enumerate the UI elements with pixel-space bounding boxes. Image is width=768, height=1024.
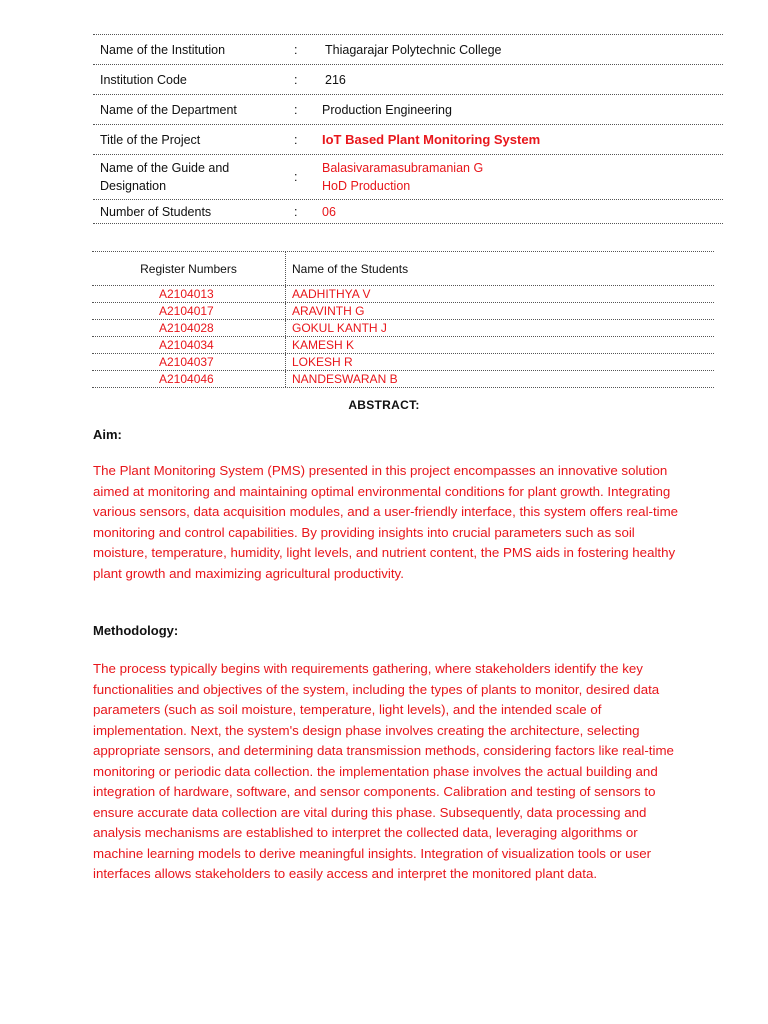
guide-value xyxy=(322,159,723,195)
department-label: Name of the Department xyxy=(100,102,237,117)
header-student-names: Name of the Students xyxy=(292,261,409,276)
project-label: Title of the Project xyxy=(100,132,201,147)
register-number: A2104028 xyxy=(92,320,286,336)
guide-label-line1: Name of the Guide and xyxy=(100,161,230,175)
project-info-table xyxy=(93,34,723,224)
info-row-guide xyxy=(93,155,723,200)
students-table-header xyxy=(92,252,714,286)
methodology-heading: Methodology: xyxy=(93,623,179,638)
register-number: A2104013 xyxy=(92,286,286,302)
colon: : xyxy=(294,132,298,147)
colon: : xyxy=(294,102,298,117)
student-name: ARAVINTH G xyxy=(292,304,365,318)
info-row-code xyxy=(93,65,723,95)
student-name: NANDESWARAN B xyxy=(292,372,398,386)
info-row-project xyxy=(93,125,723,155)
guide-designation: HoD Production xyxy=(322,179,411,193)
institution-value: Thiagarajar Polytechnic College xyxy=(325,42,502,57)
colon: : xyxy=(294,42,298,57)
student-name: LOKESH R xyxy=(292,355,353,369)
header-register-numbers: Register Numbers xyxy=(92,252,286,285)
colon: : xyxy=(294,72,298,87)
students-count-label: Number of Students xyxy=(100,204,212,219)
abstract-heading: ABSTRACT: xyxy=(348,398,420,412)
colon: : xyxy=(294,170,298,184)
code-value: 216 xyxy=(325,72,346,87)
students-table xyxy=(92,251,714,388)
table-row xyxy=(92,286,714,303)
colon: : xyxy=(294,204,298,219)
info-row-students xyxy=(93,200,723,224)
table-row xyxy=(92,337,714,354)
table-row xyxy=(92,354,714,371)
aim-heading: Aim: xyxy=(93,427,122,442)
aim-paragraph: The Plant Monitoring System (PMS) presented in this project encompasses an innovative solution aimed at monitoring and maintaining optimal environmental conditions for plant growth. Integrating various sensors, data acquisition modules, and a user-friendly interface, this system offers real-time monitoring and control capabilities. By providing insights into crucial parameters such as soil moisture, temperature, humidity, light levels, and nutrient content, the PMS aids in fostering healthy plant growth and maximizing agricultural productivity. xyxy=(93,463,679,581)
info-row-department xyxy=(93,95,723,125)
table-row xyxy=(92,371,714,388)
guide-label xyxy=(93,159,294,195)
code-label: Institution Code xyxy=(100,72,187,87)
register-number: A2104034 xyxy=(92,337,286,353)
table-row xyxy=(92,320,714,337)
department-value: Production Engineering xyxy=(322,102,452,117)
register-number: A2104017 xyxy=(92,303,286,319)
table-row xyxy=(92,303,714,320)
methodology-paragraph: The process typically begins with requirements gathering, where stakeholders identify the key functionalities and objectives of the system, including the types of plants to monitor, desired data parameters (such as soil moisture, temperature, light levels), and the intended scale of implementation. Next, the system's design phase involves creating the architecture, selecting appropriate sensors, and determining data transmission methods, considering factors like real-time monitoring or periodic data collection. the implementation phase involves the actual building and integration of hardware, software, and sensor components. Calibration and testing of sensors to ensure accurate data collection are vital during this phase. Subsequently, data processing and analysis mechanisms are established to interpret the collected data, leveraging algorithms or machine learning models to derive meaningful insights. Integration of visualization tools or user interfaces allows stakeholders to easily access and interpret the monitored plant data. xyxy=(93,661,674,881)
guide-name: Balasivaramasubramanian G xyxy=(322,161,484,175)
guide-label-line2: Designation xyxy=(100,179,167,193)
project-title: IoT Based Plant Monitoring System xyxy=(322,131,541,147)
student-name: KAMESH K xyxy=(292,338,355,352)
institution-label: Name of the Institution xyxy=(100,42,226,57)
students-count-value: 06 xyxy=(322,204,336,219)
student-name: GOKUL KANTH J xyxy=(292,321,387,335)
student-name: AADHITHYA V xyxy=(292,287,371,301)
register-number: A2104046 xyxy=(92,371,286,387)
register-number: A2104037 xyxy=(92,354,286,370)
info-row-institution xyxy=(93,35,723,65)
